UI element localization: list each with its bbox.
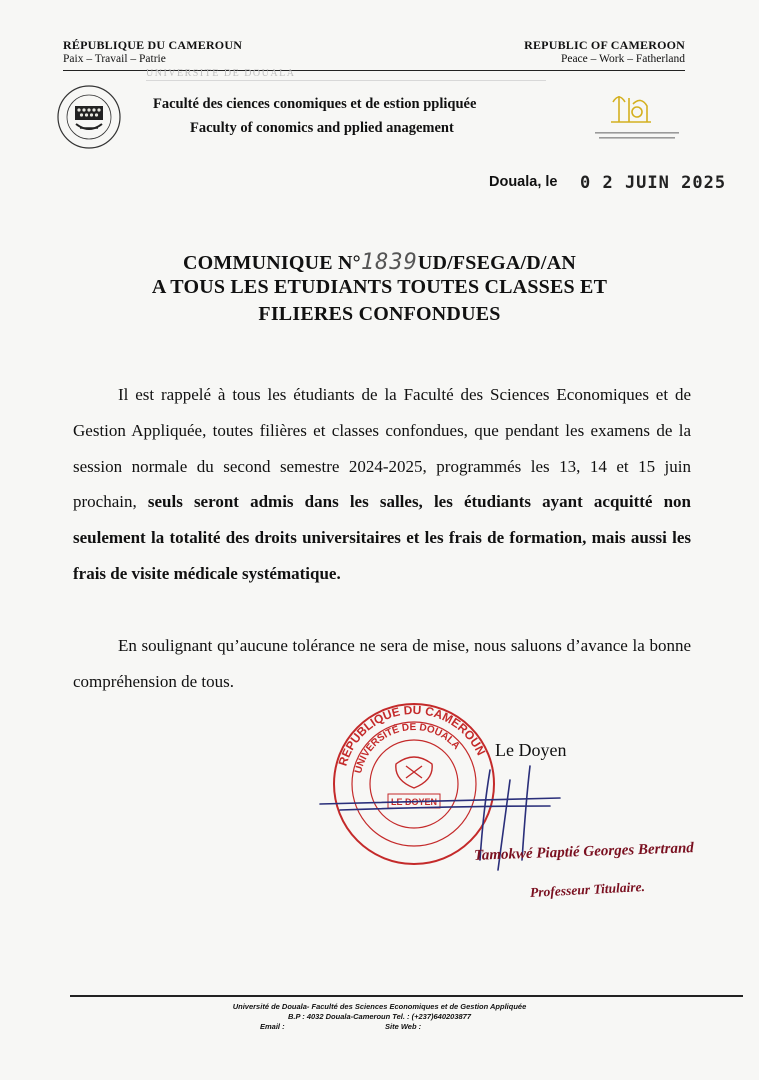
faculty-logo bbox=[589, 88, 685, 146]
body-paragraph-2: En soulignant qu’aucune tolérance ne sera de mise, nous saluons d’avance la bonne compréhension de tous. bbox=[73, 636, 691, 691]
body-paragraph-1-normal: Il est rappelé à tous les étudiants de la Faculté des Sciences Economiques et de Gestion Appliquée, toutes filières et classes confondues, que pendant les examens de la session normale du second semestre 2024-2025, programmés les 13, 14 et 15 juin prochain, bbox=[73, 385, 691, 512]
university-band: UNIVERSITE DE DOUALA bbox=[146, 68, 296, 79]
body-paragraph-1 bbox=[73, 377, 691, 592]
stamp-inner-text: UNIVERSITÉ DE DOUALA bbox=[353, 721, 462, 775]
university-band-line bbox=[146, 80, 546, 81]
footer-email-label: Email : bbox=[260, 1022, 285, 1031]
header-country-en: REPUBLIC OF CAMEROON bbox=[524, 38, 685, 52]
communique-title-line1 bbox=[0, 250, 759, 275]
faculty-name-en: Faculty of conomics and pplied anagement bbox=[190, 120, 454, 136]
footer-institution: Université de Douala- Faculté des Sciences Economiques et de Gestion Appliquée bbox=[232, 1002, 527, 1011]
communique-number: 1839 bbox=[360, 250, 418, 275]
stamp-outer-text: RÉPUBLIQUE DU CAMEROUN bbox=[335, 702, 489, 768]
footer-address: B.P : 4032 Douala-Cameroun Tel. : (+237)640203877 bbox=[287, 1012, 472, 1021]
signatory-role: Le Doyen bbox=[495, 740, 567, 760]
date-stamp: 0 2 JUIN 2025 bbox=[580, 173, 727, 193]
footer-site-label: Site Web : bbox=[385, 1022, 422, 1031]
header-country-fr: RÉPUBLIQUE DU CAMEROUN bbox=[63, 38, 243, 52]
stamp-center-label: LE DOYEN bbox=[390, 797, 438, 807]
body-paragraph-1-bold: seuls seront admis dans les salles, les étudiants ayant acquitté non seulement la totalité des droits universitaires et les frais de formation, mais aussi les frais de visite médicale systématique. bbox=[73, 492, 691, 583]
header-motto-en: Peace – Work – Fatherland bbox=[560, 53, 685, 65]
university-seal-logo bbox=[56, 84, 122, 150]
communique-prefix: COMMUNIQUE N° bbox=[183, 252, 361, 274]
communique-reference: UD/FSEGA/D/AN bbox=[417, 252, 576, 274]
signatory-title: Professeur Titulaire. bbox=[529, 879, 646, 901]
communique-title-line2: A TOUS LES ETUDIANTS TOUTES CLASSES ET bbox=[151, 276, 608, 298]
date-label: Douala, le bbox=[489, 174, 558, 190]
header-motto-fr: Paix – Travail – Patrie bbox=[63, 53, 166, 65]
footer-divider bbox=[70, 995, 743, 997]
faculty-name-fr: Faculté des ciences conomiques et de estion ppliquée bbox=[153, 96, 477, 112]
communique-title-line3: FILIERES CONFONDUES bbox=[258, 303, 501, 325]
signatory-name: Tamokwé Piaptié Georges Bertrand bbox=[473, 840, 695, 864]
